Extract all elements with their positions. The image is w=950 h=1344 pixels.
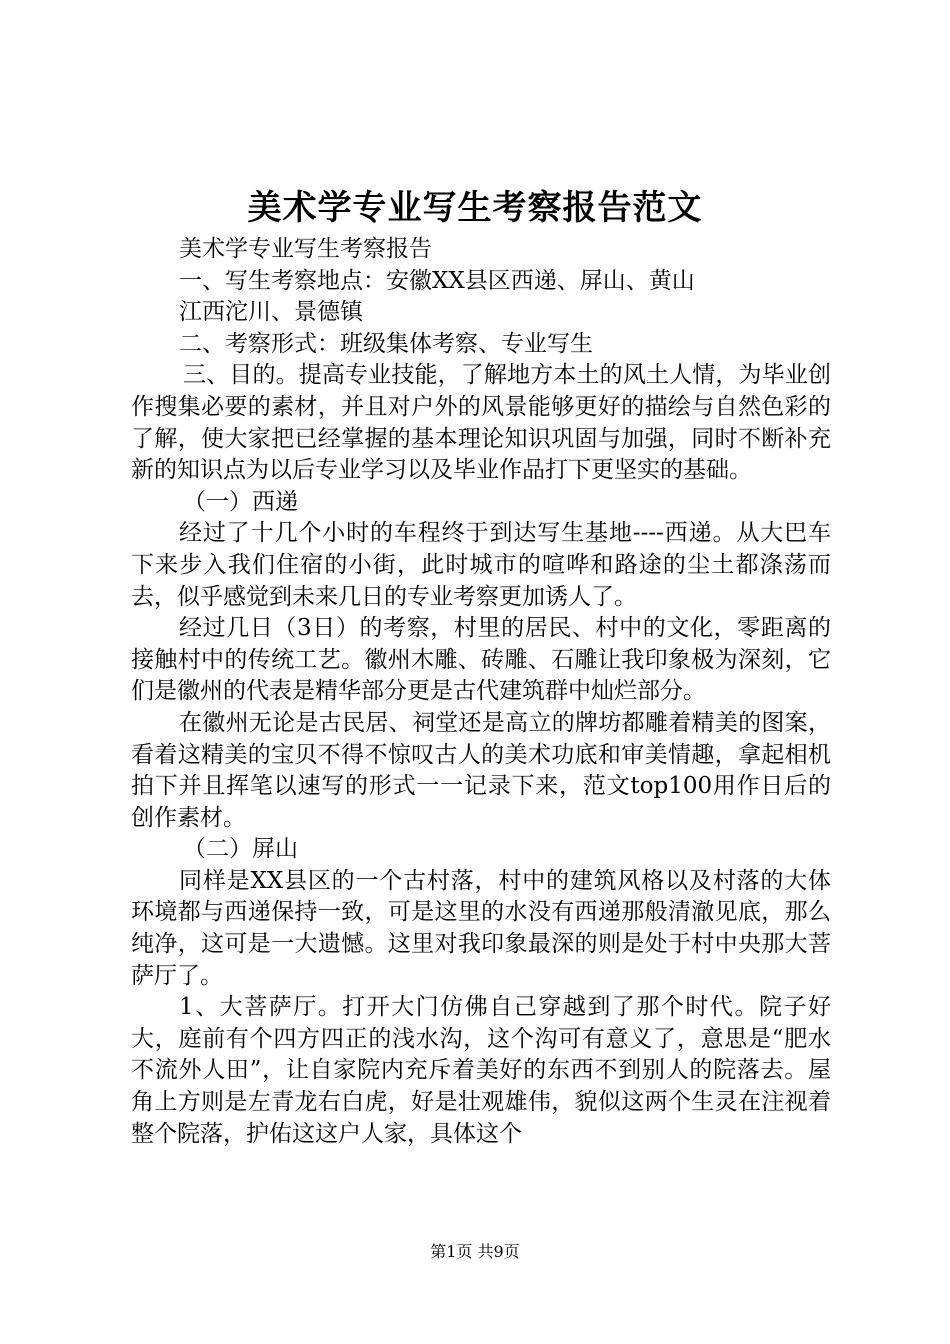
paragraph-xidi-arrival: 经过了十几个小时的车程终于到达写生基地----西递。从大巴车下来步入我们住宿的小街，此时城市的喧哗和路途的尘土都涤荡而去，似乎感觉到未来几日的专业考察更加诱人了。 — [131, 520, 831, 610]
paragraph-location: 一、写生考察地点：安徽XX县区西递、屏山、黄山 — [179, 267, 695, 294]
document-title: 美术学专业写生考察报告范文 — [247, 188, 703, 228]
paragraph-xidi-survey: 经过几日（3日）的考察，村里的居民、村中的文化，零距离的接触村中的传统工艺。徽州木雕、砖雕、石雕让我印象极为深刻，它们是徽州的代表是精华部分更是古代建筑群中灿烂部分。 — [131, 615, 831, 705]
page-footer: 第1页 共9页 — [430, 1242, 520, 1261]
section-heading-xidi: （一）西递 — [183, 488, 298, 515]
section-heading-pingshan: （二）屏山 — [183, 836, 298, 863]
paragraph-form: 二、考察形式：班级集体考察、专业写生 — [179, 330, 593, 357]
paragraph-pingshan-intro: 同样是XX县区的一个古村落，村中的建筑风格以及村落的大体环境都与西递保持一致，可是这里的水没有西递那般清澈见底，那么纯净，这可是一大遗憾。这里对我印象最深的则是处于村中央那大菩萨厅了。 — [131, 867, 831, 989]
paragraph-purpose: 三、目的。提高专业技能，了解地方本土的风土人情，为毕业创作搜集必要的素材，并且对户外的风景能够更好的描绘与自然色彩的了解，使大家把已经掌握的基本理论知识巩固与加强，同时不断补充新的知识点为以后专业学习以及毕业作品打下更坚实的基础。 — [131, 362, 831, 484]
paragraph-report-heading: 美术学专业写生考察报告 — [179, 236, 432, 262]
document-body — [131, 234, 831, 1150]
paragraph-pingshan-hall: 1、大菩萨厅。打开大门仿佛自己穿越到了那个时代。院子好大，庭前有个四方四正的浅水沟，这个沟可有意义了，意思是“肥水不流外人田”，让自家院内充斥着美好的东西不到别人的院落去。屋角上方则是左青龙右白虎，好是壮观雄伟，貌似这两个生灵在注视着整个院落，护佑这这户人家，具体这个 — [131, 994, 831, 1147]
paragraph-xidi-carvings: 在徽州无论是古民居、祠堂还是高立的牌坊都雕着精美的图案，看着这精美的宝贝不得不惊叹古人的美术功底和审美情趣，拿起相机拍下并且挥笔以速写的形式一一记录下来，范文top100用作日后的创作素材。 — [131, 709, 831, 831]
paragraph-location-cont: 江西沱川、景德镇 — [179, 299, 363, 326]
